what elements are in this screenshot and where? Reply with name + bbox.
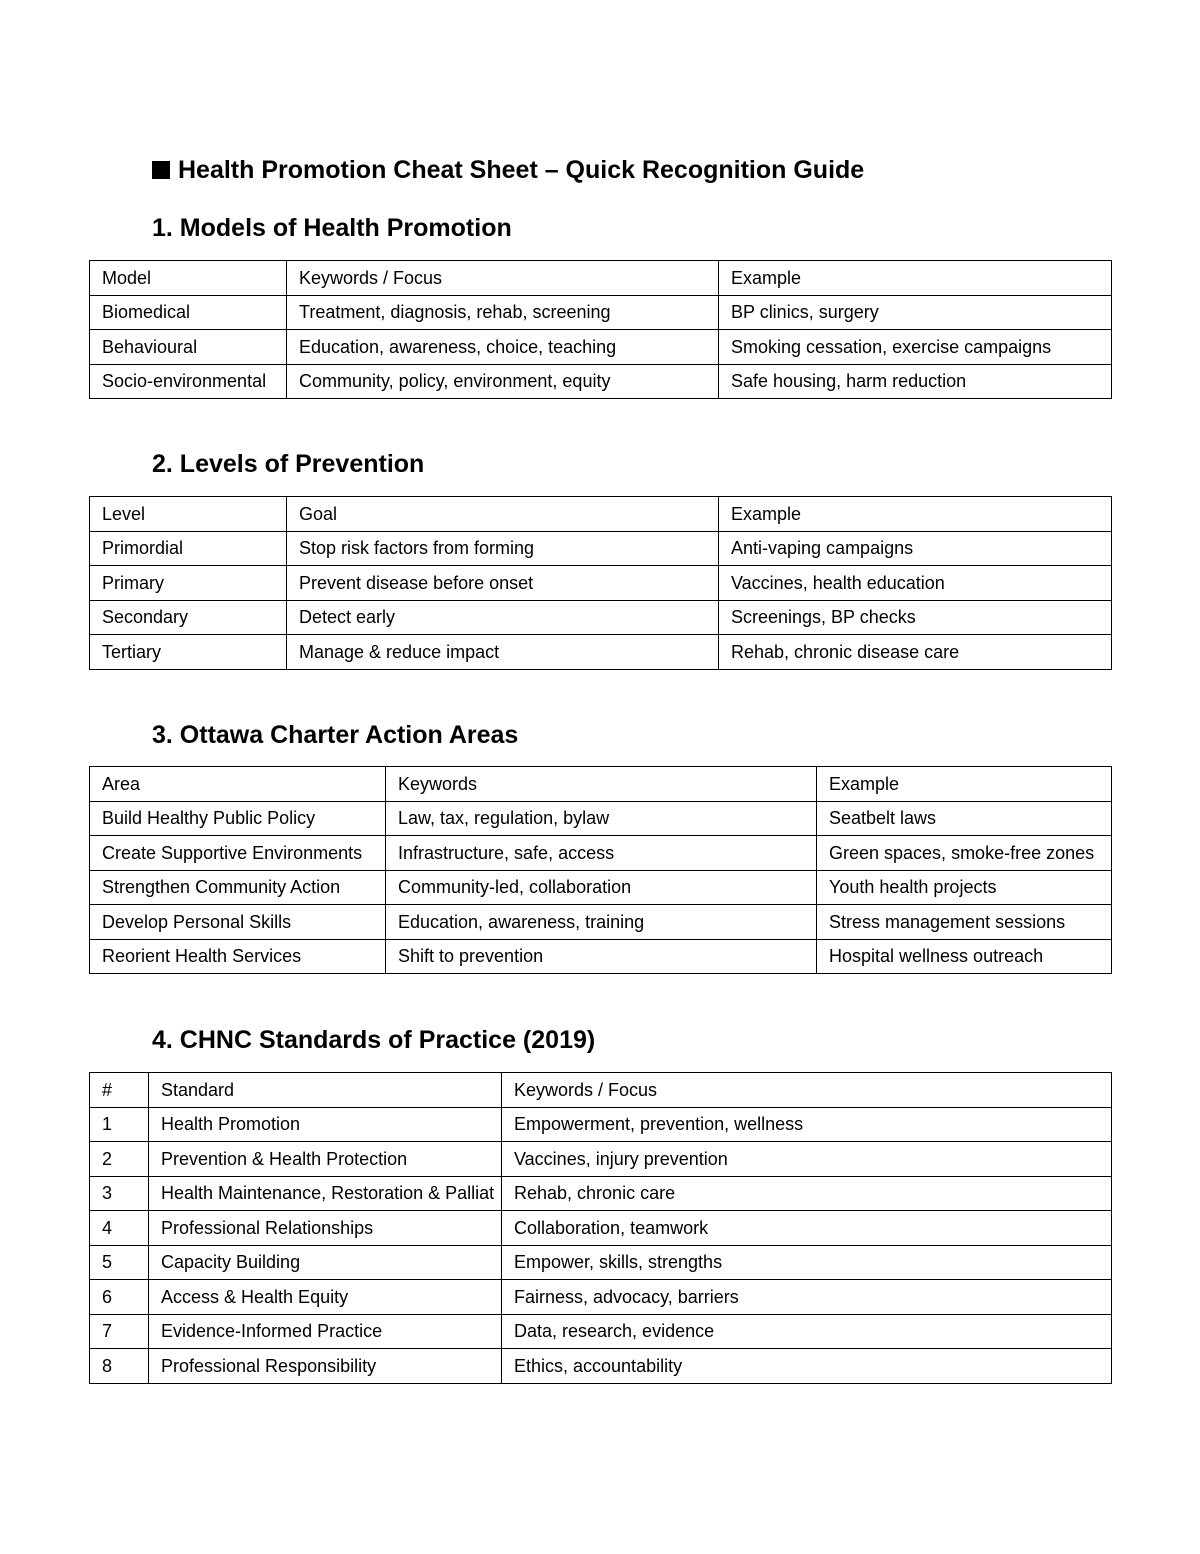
table-header-row xyxy=(90,261,1112,296)
table-cell: Infrastructure, safe, access xyxy=(386,836,817,871)
table-cell: Ethics, accountability xyxy=(502,1349,1112,1384)
table-cell: Primordial xyxy=(90,531,287,566)
table-cell: Smoking cessation, exercise campaigns xyxy=(719,330,1112,365)
table-header-cell: Example xyxy=(719,261,1112,296)
table-cell: 7 xyxy=(90,1314,149,1349)
table-header-cell: Model xyxy=(90,261,287,296)
table-row xyxy=(90,1107,1112,1142)
table-row xyxy=(90,905,1112,940)
prevention-table xyxy=(89,496,1112,670)
table-cell: Treatment, diagnosis, rehab, screening xyxy=(287,295,719,330)
table-row xyxy=(90,1142,1112,1177)
table-cell: Develop Personal Skills xyxy=(90,905,386,940)
table-cell: Education, awareness, choice, teaching xyxy=(287,330,719,365)
table-cell: Behavioural xyxy=(90,330,287,365)
table-cell: Youth health projects xyxy=(817,870,1112,905)
ottawa-table xyxy=(89,766,1112,974)
section-heading-models: 1. Models of Health Promotion xyxy=(152,214,512,242)
table-row xyxy=(90,1211,1112,1246)
table-cell: Build Healthy Public Policy xyxy=(90,801,386,836)
page-title-text: Health Promotion Cheat Sheet – Quick Recognition Guide xyxy=(178,156,865,184)
table-cell: Empowerment, prevention, wellness xyxy=(502,1107,1112,1142)
table-cell: Rehab, chronic care xyxy=(502,1176,1112,1211)
section-heading-ottawa: 3. Ottawa Charter Action Areas xyxy=(152,721,519,749)
table-cell: Secondary xyxy=(90,600,287,635)
square-bullet-icon xyxy=(152,161,170,179)
table-header-cell: Area xyxy=(90,767,386,802)
table-cell: BP clinics, surgery xyxy=(719,295,1112,330)
table-cell: Empower, skills, strengths xyxy=(502,1245,1112,1280)
table-header-cell: Level xyxy=(90,497,287,532)
table-row xyxy=(90,566,1112,601)
table-row xyxy=(90,1280,1112,1315)
table-cell: Rehab, chronic disease care xyxy=(719,635,1112,670)
table-row xyxy=(90,939,1112,974)
models-table xyxy=(89,260,1112,399)
table-cell: Screenings, BP checks xyxy=(719,600,1112,635)
table-header-cell: Example xyxy=(719,497,1112,532)
table-cell: Create Supportive Environments xyxy=(90,836,386,871)
table-row xyxy=(90,1314,1112,1349)
table-row xyxy=(90,600,1112,635)
table-cell: Safe housing, harm reduction xyxy=(719,364,1112,399)
table-cell: Capacity Building xyxy=(149,1245,502,1280)
table-row xyxy=(90,836,1112,871)
table-cell: Hospital wellness outreach xyxy=(817,939,1112,974)
section-heading-prevention: 2. Levels of Prevention xyxy=(152,450,425,478)
table-cell: Tertiary xyxy=(90,635,287,670)
table-cell: Evidence-Informed Practice xyxy=(149,1314,502,1349)
table-cell: Vaccines, health education xyxy=(719,566,1112,601)
table-header-row xyxy=(90,767,1112,802)
table-header-cell: Keywords / Focus xyxy=(287,261,719,296)
table-cell: Professional Responsibility xyxy=(149,1349,502,1384)
table-cell: 4 xyxy=(90,1211,149,1246)
table-cell: Anti-vaping campaigns xyxy=(719,531,1112,566)
table-cell: Community, policy, environment, equity xyxy=(287,364,719,399)
table-cell: Collaboration, teamwork xyxy=(502,1211,1112,1246)
table-cell: 2 xyxy=(90,1142,149,1177)
table-cell: 1 xyxy=(90,1107,149,1142)
table-row xyxy=(90,531,1112,566)
table-header-cell: Keywords / Focus xyxy=(502,1073,1112,1108)
table-cell: Socio-environmental xyxy=(90,364,287,399)
table-cell: Law, tax, regulation, bylaw xyxy=(386,801,817,836)
table-header-cell: Standard xyxy=(149,1073,502,1108)
table-header-cell: Keywords xyxy=(386,767,817,802)
table-row xyxy=(90,1245,1112,1280)
table-cell: Education, awareness, training xyxy=(386,905,817,940)
table-cell: Data, research, evidence xyxy=(502,1314,1112,1349)
table-cell: Seatbelt laws xyxy=(817,801,1112,836)
table-cell: Strengthen Community Action xyxy=(90,870,386,905)
table-row xyxy=(90,801,1112,836)
page-title xyxy=(152,156,864,185)
table-cell: Vaccines, injury prevention xyxy=(502,1142,1112,1177)
table-header-row xyxy=(90,1073,1112,1108)
table-cell: Green spaces, smoke-free zones xyxy=(817,836,1112,871)
table-cell: Health Promotion xyxy=(149,1107,502,1142)
table-header-cell: Goal xyxy=(287,497,719,532)
table-cell: Prevent disease before onset xyxy=(287,566,719,601)
table-row xyxy=(90,1176,1112,1211)
table-cell: 3 xyxy=(90,1176,149,1211)
table-cell: Manage & reduce impact xyxy=(287,635,719,670)
table-cell: 5 xyxy=(90,1245,149,1280)
table-header-cell: # xyxy=(90,1073,149,1108)
table-row xyxy=(90,364,1112,399)
chnc-table xyxy=(89,1072,1112,1384)
table-cell: Fairness, advocacy, barriers xyxy=(502,1280,1112,1315)
table-cell: 6 xyxy=(90,1280,149,1315)
table-cell: Professional Relationships xyxy=(149,1211,502,1246)
table-cell: Reorient Health Services xyxy=(90,939,386,974)
table-cell: Prevention & Health Protection xyxy=(149,1142,502,1177)
table-row xyxy=(90,1349,1112,1384)
table-row xyxy=(90,870,1112,905)
table-cell: Primary xyxy=(90,566,287,601)
table-cell: Community-led, collaboration xyxy=(386,870,817,905)
table-cell: Biomedical xyxy=(90,295,287,330)
table-header-row xyxy=(90,497,1112,532)
table-row xyxy=(90,635,1112,670)
table-cell: Shift to prevention xyxy=(386,939,817,974)
table-cell: Stress management sessions xyxy=(817,905,1112,940)
section-heading-chnc: 4. CHNC Standards of Practice (2019) xyxy=(152,1026,596,1054)
table-row xyxy=(90,330,1112,365)
table-cell: Stop risk factors from forming xyxy=(287,531,719,566)
table-cell: 8 xyxy=(90,1349,149,1384)
table-row xyxy=(90,295,1112,330)
table-cell: Health Maintenance, Restoration & Palliat xyxy=(149,1176,502,1211)
table-cell: Detect early xyxy=(287,600,719,635)
table-cell: Access & Health Equity xyxy=(149,1280,502,1315)
table-header-cell: Example xyxy=(817,767,1112,802)
